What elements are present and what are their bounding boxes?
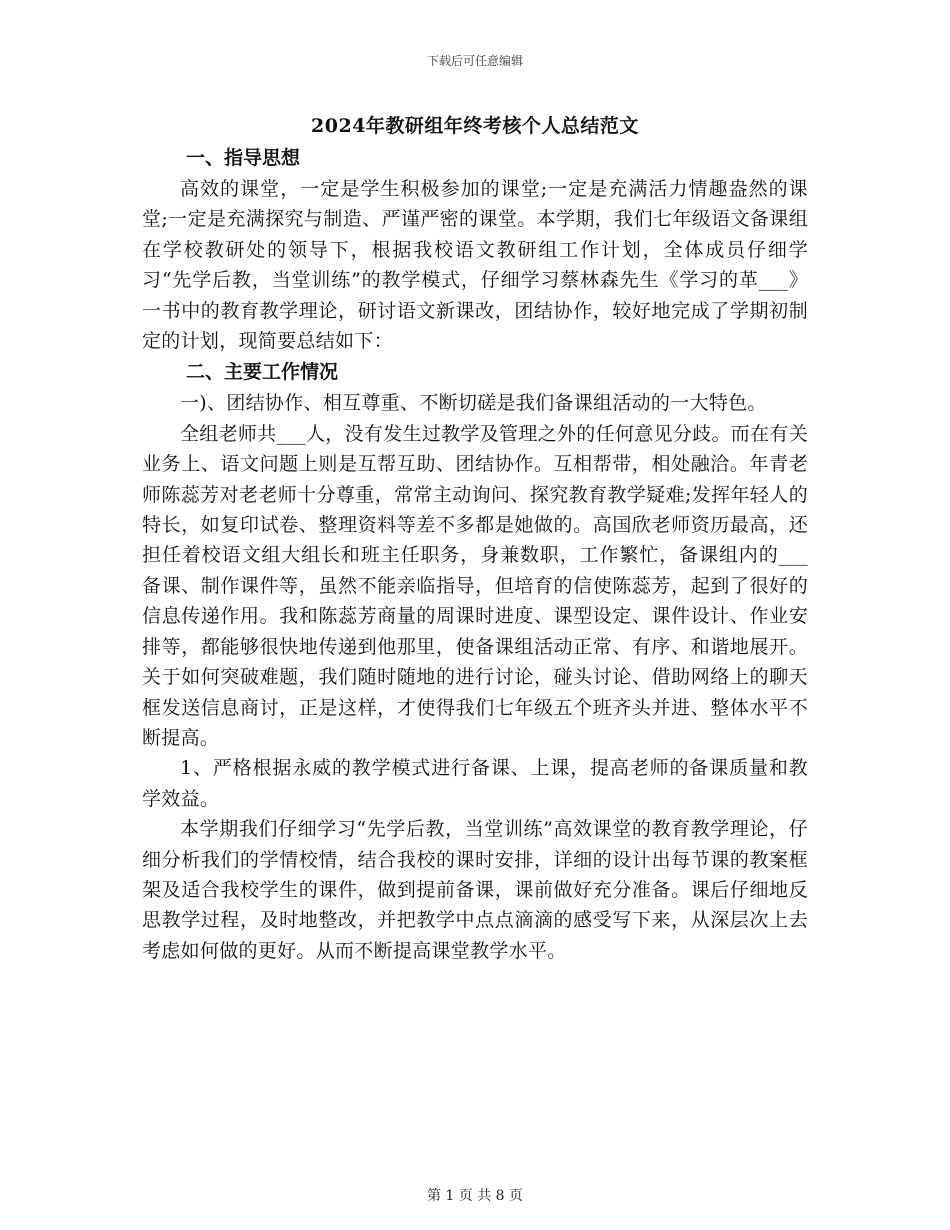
paragraph: 1、严格根据永威的教学模式进行备课、上课，提高老师的备课质量和教学效益。 xyxy=(142,757,808,810)
paragraph: 高效的课堂，一定是学生积极参加的课堂;一定是充满活力情趣盎然的课堂;一定是充满探究与制造、严谨严密的课堂。本学期，我们七年级语文备课组在学校教研处的领导下，根据我校语文教研组工作计划，全体成员仔细学习“先学后教，当堂训练”的教学模式，仔细学习蔡林森先生《学习的革___》一书中的教育教学理论，研讨语文新课改，团结协作，较好地完成了学期初制定的计划，现简要总结如下： xyxy=(142,178,808,353)
paragraph: 全组老师共___人，没有发生过教学及管理之外的任何意见分歧。而在有关业务上、语文问题上则是互帮互助、团结协作。互相帮带，相处融洽。年青老师陈蕊芳对老老师十分尊重，常常主动询问、探究教育教学疑难;发挥年轻人的特长，如复印试卷、整理资料等差不多都是她做的。高国欣老师资历最高，还担任着校语文组大组长和班主任职务，身兼数职，工作繁忙，备课组内的___备课、制作课件等，虽然不能亲临指导，但培育的信使陈蕊芳，起到了很好的信息传递作用。我和陈蕊芳商量的周课时进度、课型设定、课件设计、作业安排等，都能够很快地传递到他那里，使备课组活动正常、有序、和谐地展开。关于如何突破难题，我们随时随地的进行讨论，碰头讨论、借助网络上的聊天框发送信息商讨，正是这样，才使得我们七年级五个班齐头并进、整体水平不断提高。 xyxy=(142,422,808,749)
document-title: 2024年教研组年终考核个人总结范文 xyxy=(311,115,639,137)
paragraph: 本学期我们仔细学习“先学后教，当堂训练”高效课堂的教育教学理论，仔细分析我们的学情校情，结合我校的课时安排，详细的设计出每节课的教案框架及适合我校学生的课件，做到提前备课，课前做好充分准备。课后仔细地反思教学过程，及时地整改，并把教学中点点滴滴的感受写下来，从深层次上去考虑如何做的更好。从而不断提高课堂教学水平。 xyxy=(142,818,808,962)
paragraph: 一)、团结协作、相互尊重、不断切磋是我们备课组活动的一大特色。 xyxy=(180,392,767,415)
page-number-footer: 第 1 页 共 8 页 xyxy=(426,1188,524,1204)
header-note: 下载后可任意编辑 xyxy=(426,54,523,68)
section-heading-main-work: 二、主要工作情况 xyxy=(186,361,339,384)
document-body xyxy=(142,110,808,966)
section-heading-guiding-thought: 一、指导思想 xyxy=(186,147,301,169)
